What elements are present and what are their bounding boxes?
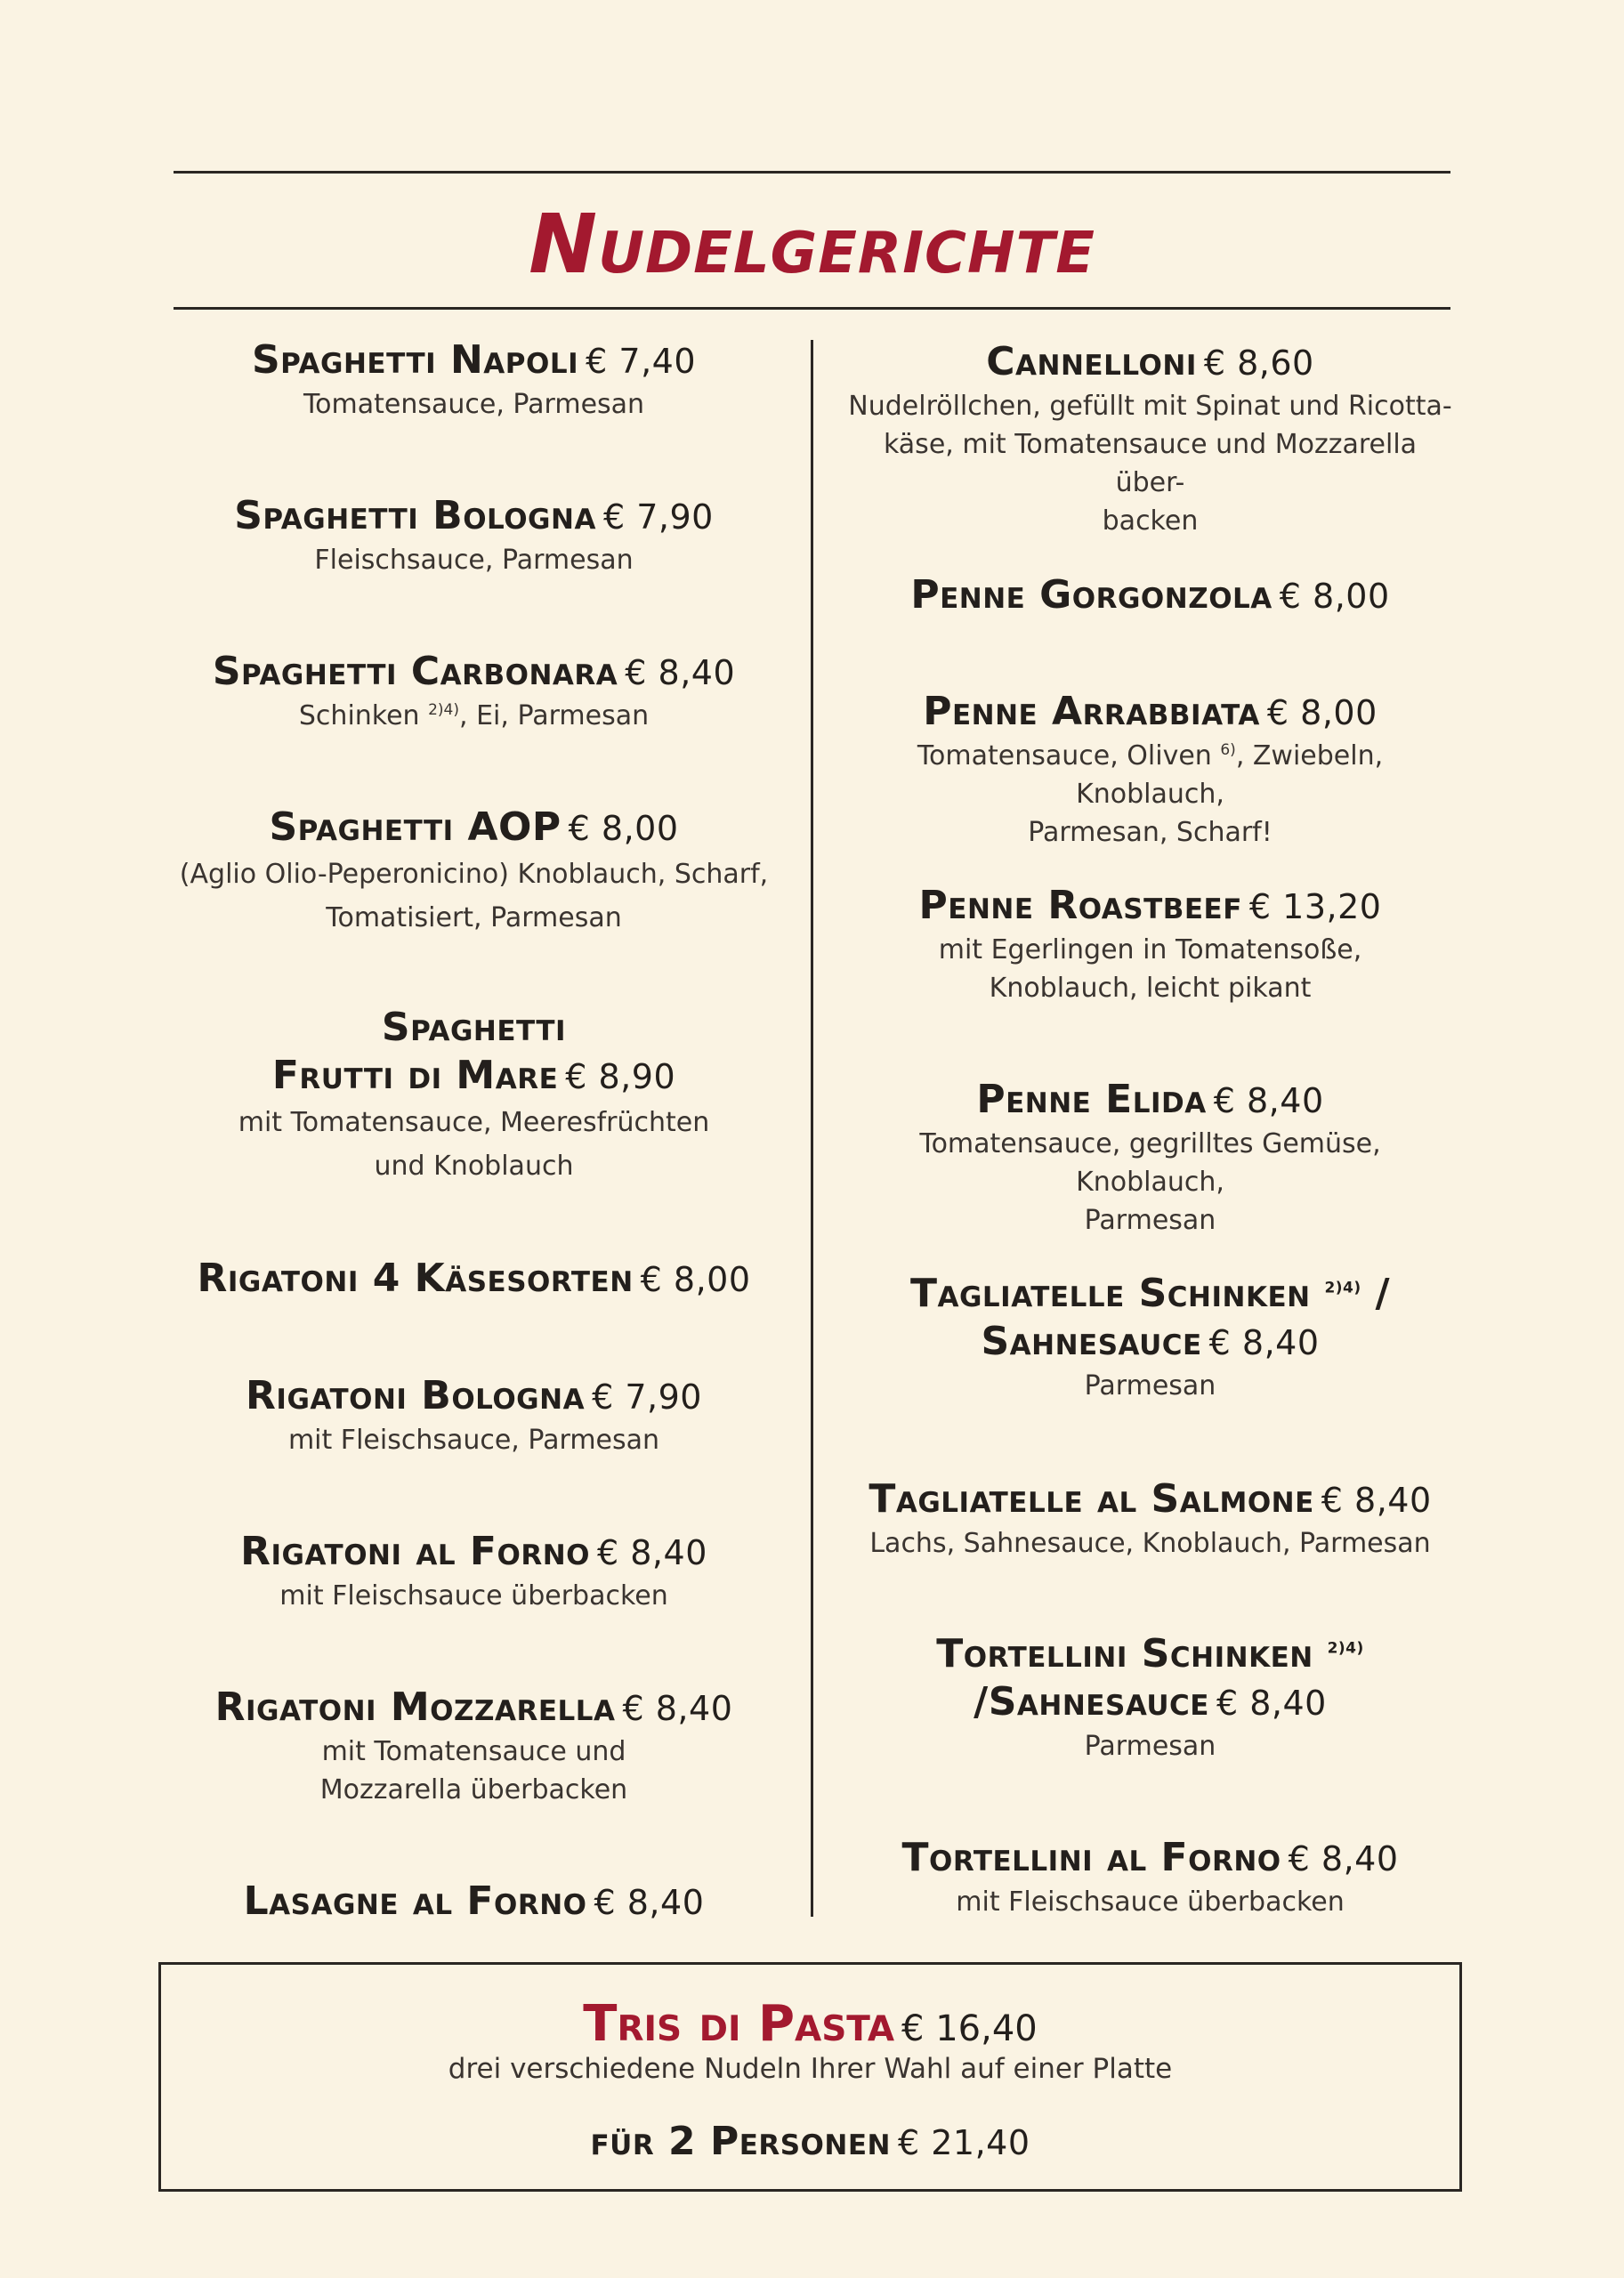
item-name: Spaghetti Frutti di Mare € 8,90 bbox=[271, 1005, 676, 1098]
item-description: Schinken $^{2)4)}$, Ei, Parmesan bbox=[298, 700, 650, 731]
menu-item bbox=[845, 1076, 1455, 1240]
item-description: Nudelröllchen, gefüllt mit Spinat und Ricotta- käse, mit Tomatensauce und Mozzarella über- backen bbox=[848, 391, 1452, 537]
item-name: Spaghetti Napoli bbox=[251, 337, 579, 383]
item-description: Tomatensauce, gegrilltes Gemüse, Knoblauch, Parmesan bbox=[919, 1128, 1381, 1236]
item-price: € 8,00 bbox=[1266, 693, 1378, 732]
item-name: Penne Roastbeef bbox=[918, 883, 1242, 928]
item-name: Spaghetti AOP bbox=[269, 804, 562, 850]
menu-item bbox=[845, 688, 1455, 852]
item-name: Rigatoni al Forno bbox=[240, 1529, 590, 1574]
item-name: Tortellini Schinken $^{2)4)}$ /Sahnesauce € 8,40 bbox=[936, 1631, 1364, 1725]
item-name: Spaghetti Carbonara bbox=[212, 649, 618, 694]
allergen-note: 2)4) bbox=[1327, 1639, 1364, 1658]
menu-item bbox=[845, 1834, 1455, 1921]
item-price: € 8,40 bbox=[1321, 1481, 1432, 1520]
item-description: mit Fleischsauce überbacken bbox=[279, 1580, 668, 1612]
special-sub-name: für 2 Personen bbox=[590, 2119, 891, 2164]
item-name: Rigatoni Bologna bbox=[246, 1373, 586, 1418]
item-name: Spaghetti Bologna bbox=[234, 493, 596, 538]
item-price: € 8,40 bbox=[1288, 1839, 1399, 1878]
item-name: Rigatoni Mozzarella bbox=[214, 1684, 616, 1730]
item-name: Tortellini al Forno bbox=[901, 1835, 1281, 1880]
menu-item bbox=[174, 648, 774, 735]
menu-item bbox=[845, 1475, 1455, 1563]
item-price: € 8,40 bbox=[622, 1689, 733, 1728]
item-description: mit Fleischsauce, Parmesan bbox=[287, 1425, 660, 1456]
item-name: Cannelloni bbox=[986, 339, 1197, 384]
menu-item bbox=[845, 882, 1455, 1007]
item-price: € 8,40 bbox=[1213, 1081, 1324, 1120]
top-rule bbox=[174, 171, 1450, 174]
special-offer-box bbox=[158, 1962, 1462, 2192]
item-price: € 8,40 bbox=[625, 653, 736, 692]
title-rule bbox=[174, 307, 1450, 310]
item-description: mit Tomatensauce und Mozzarella überbacken bbox=[319, 1736, 628, 1805]
item-price: € 7,90 bbox=[592, 1377, 702, 1417]
item-price: € 8,00 bbox=[568, 809, 679, 848]
item-name: Penne Gorgonzola bbox=[910, 572, 1273, 618]
menu-item bbox=[174, 1372, 774, 1459]
item-description: mit Egerlingen in Tomatensoße, Knoblauch, leicht pikant bbox=[938, 934, 1362, 1004]
item-price: € 8,40 bbox=[1208, 1323, 1320, 1362]
item-price: € 8,00 bbox=[1279, 577, 1390, 616]
item-description: Tomatensauce, Parmesan bbox=[303, 389, 645, 420]
item-description: Lachs, Sahnesauce, Knoblauch, Parmesan bbox=[869, 1528, 1431, 1559]
item-name: Tagliatelle al Salmone bbox=[869, 1476, 1314, 1522]
item-price: € 8,90 bbox=[565, 1057, 676, 1096]
item-price: € 8,40 bbox=[597, 1533, 707, 1572]
column-divider bbox=[811, 340, 813, 1917]
item-name: Lasagne al Forno bbox=[243, 1878, 587, 1924]
menu-item bbox=[845, 1630, 1455, 1765]
allergen-note: 2)4) bbox=[1324, 1279, 1361, 1297]
item-description: (Aglio Olio-Peperonicino) Knoblauch, Scharf, Tomatisiert, Parmesan bbox=[179, 859, 769, 933]
item-price: € 8,40 bbox=[1216, 1684, 1327, 1723]
item-price: € 8,60 bbox=[1203, 343, 1314, 383]
page-title: Nudelgerichte bbox=[529, 197, 1095, 292]
item-price: € 7,40 bbox=[586, 342, 697, 381]
item-price: € 8,00 bbox=[640, 1260, 751, 1299]
menu-item bbox=[174, 1004, 774, 1188]
item-name: Tagliatelle Schinken $^{2)4)}$ / Sahnesauce € 8,40 bbox=[909, 1271, 1391, 1364]
item-description: mit Fleischsauce überbacken bbox=[956, 1886, 1345, 1918]
item-name: Rigatoni 4 Käsesorten bbox=[197, 1256, 634, 1301]
item-description: Fleischsauce, Parmesan bbox=[314, 545, 634, 576]
item-name: Penne Arrabbiata bbox=[923, 689, 1260, 734]
item-price: € 13,20 bbox=[1248, 887, 1382, 926]
menu-item bbox=[174, 1528, 774, 1615]
menu-item bbox=[174, 804, 774, 940]
menu-item bbox=[845, 1270, 1455, 1405]
menu-item bbox=[174, 336, 774, 424]
menu-item bbox=[174, 1255, 774, 1304]
menu-item bbox=[845, 571, 1455, 620]
menu-item bbox=[845, 338, 1455, 540]
menu-item bbox=[174, 492, 774, 579]
special-price: € 16,40 bbox=[901, 2008, 1038, 2049]
allergen-note: 2)4) bbox=[428, 701, 460, 719]
special-description: drei verschiedene Nudeln Ihrer Wahl auf einer Platte bbox=[448, 2053, 1173, 2085]
item-description: mit Tomatensauce, Meeresfrüchten und Knoblauch bbox=[238, 1107, 710, 1182]
item-description: Parmesan bbox=[1084, 1731, 1216, 1762]
item-price: € 7,90 bbox=[602, 497, 714, 537]
item-name: Penne Elida bbox=[976, 1077, 1207, 1122]
item-description: Parmesan bbox=[1084, 1370, 1216, 1402]
special-sub-price: € 21,40 bbox=[897, 2123, 1030, 2162]
item-description: Tomatensauce, Oliven $^{6)}$, Zwiebeln, Knoblauch, Parmesan, Scharf! bbox=[917, 740, 1384, 848]
special-name: Tris di Pasta bbox=[583, 1995, 895, 2053]
menu-item bbox=[174, 1684, 774, 1809]
allergen-note: 6) bbox=[1220, 741, 1236, 759]
item-price: € 8,40 bbox=[594, 1883, 705, 1922]
menu-item bbox=[174, 1878, 774, 1927]
